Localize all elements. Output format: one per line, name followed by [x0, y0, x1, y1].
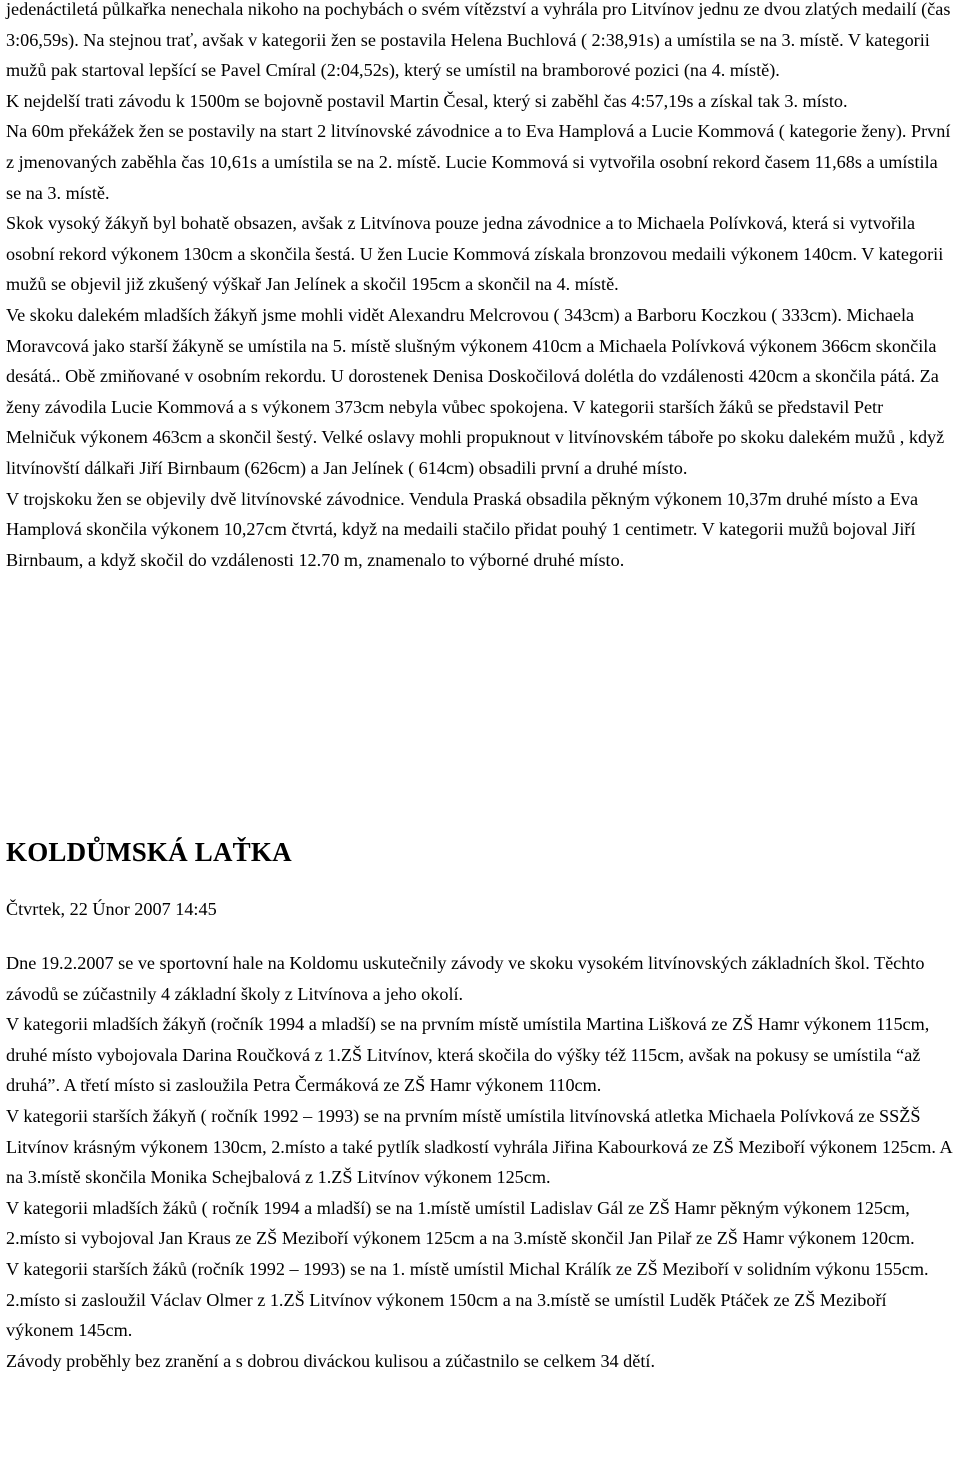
article-body	[6, 948, 956, 1376]
article-continuation	[6, 0, 956, 575]
article-paragraph: V kategorii mladších žákyň (ročník 1994 a mladší) se na prvním místě umístila Martina Lišková ze ZŠ Hamr výkonem 115cm, druhé místo vybojovala Darina Roučková z 1.ZŠ Litvínov, která skočila do výšky též 115cm, avšak na pokusy se umístila “až druhá”. A třetí místo si zasloužila Petra Čermáková ze ZŠ Hamr výkonem 110cm.	[6, 1014, 934, 1096]
article-paragraph: V kategorii mladších žáků ( ročník 1994 a mladší) se na 1.místě umístil Ladislav Gál ze ZŠ Hamr pěkným výkonem 125cm, 2.místo si vybojoval Jan Kraus ze ZŠ Meziboří výkonem 125cm a na 3.místě skončil Jan Pilař ze ZŠ Hamr výkonem 120cm.	[6, 1197, 915, 1249]
article-paragraph: V kategorii starších žákyň ( ročník 1992 – 1993) se na prvním místě umístila litvínovská atletka Michaela Polívková ze SSŽŠ Litvínov krásným výkonem 130cm, 2.místo a také pytlík sladkostí vyhrála Jiřina Kabourková ze ZŠ Meziboří výkonem 125cm. A na 3.místě skončila Monika Schejbalová z 1.ZŠ Litvínov výkonem 125cm.	[6, 1105, 957, 1188]
article-paragraph: V kategorii starších žáků (ročník 1992 – 1993) se na 1. místě umístil Michal Králík ze ZŠ Meziboří v solidním výkonu 155cm. 2.místo si zasloužil Václav Olmer z 1.ZŠ Litvínov výkonem 150cm a na 3.místě se umístil Luděk Ptáček ze ZŠ Meziboří výkonem 145cm.	[6, 1258, 934, 1341]
article-paragraph: jedenáctiletá půlkařka nenechala nikoho na pochybách o svém vítězství a vyhrála pro Litvínov jednu ze dvou zlatých medailí (čas 3:06,59s). Na stejnou trať, avšak v kategorii žen se postavila Helena Buchlová ( 2:38,91s) a umístila se na 3. místě. V kategorii mužů pak startoval lepšící se Pavel Cmíral (2:04,52s), který se umístil na bramborové pozici (na 4. místě).	[6, 0, 955, 81]
article-paragraph: K nejdelší trati závodu k 1500m se bojovně postavil Martin Česal, který si zaběhl čas 4:57,19s a získal tak 3. místo.	[6, 90, 848, 111]
article-paragraph: V trojskoku žen se objevily dvě litvínovské závodnice. Vendula Praská obsadila pěkným výkonem 10,37m druhé místo a Eva Hamplová skončila výkonem 10,27cm čtvrtá, když na medaili stačilo přidat pouhý 1 centimetr. V kategorii mužů bojoval Jiří Birnbaum, a když skočil do vzdálenosti 12.70 m, znamenalo to výborné druhé místo.	[6, 488, 923, 570]
article-paragraph: Závody proběhly bez zranění a s dobrou diváckou kulisou a zúčastnilo se celkem 34 dětí.	[6, 1350, 655, 1371]
article-koldumska-latka	[6, 836, 956, 1376]
article-paragraph: Skok vysoký žákyň byl bohatě obsazen, avšak z Litvínova pouze jedna závodnice a to Michaela Polívková, která si vytvořila osobní rekord výkonem 130cm a skončila šestá. U žen Lucie Kommová získala bronzovou medaili výkonem 140cm. V kategorii mužů se objevil již zkušený výškař Jan Jelínek a skočil 195cm a skončil na 4. místě.	[6, 213, 948, 295]
article-paragraph: Dne 19.2.2007 se ve sportovní hale na Koldomu uskutečnily závody ve skoku vysokém litvínovských základních škol. Těchto závodů se zúčastnily 4 základní školy z Litvínova a jeho okolí.	[6, 953, 930, 1004]
article-paragraph: Ve skoku dalekém mladších žákyň jsme mohli vidět Alexandru Melcrovou ( 343cm) a Barboru Koczkou ( 333cm). Michaela Moravcová jako starší žákyně se umístila na 5. místě slušným výkonem 410cm a Michaela Polívková výkonem 366cm skončila desátá.. Obě zmiňované v osobním rekordu. U dorostenek Denisa Doskočilová dolétla do vzdálenosti 420cm a skončila pátá. Za ženy závodila Lucie Kommová a s výkonem 373cm nebyla vůbec spokojena. V kategorii starších žáků se představil Petr Melničuk výkonem 463cm a skončil šestý. Velké oslavy mohli propuknout v litvínovském táboře po skoku dalekém mužů , když litvínovští dálkaři Jiří Birnbaum (626cm) a Jan Jelínek ( 614cm) obsadili první a druhé místo.	[6, 304, 949, 478]
article-date: Čtvrtek, 22 Únor 2007 14:45	[6, 899, 217, 919]
article-title: KOLDŮMSKÁ LAŤKA	[6, 837, 292, 867]
article-paragraph: Na 60m překážek žen se postavily na start 2 litvínovské závodnice a to Eva Hamplová a Lucie Kommová ( kategorie ženy). První z jmenovaných zaběhla čas 10,61s a umístila se na 2. místě. Lucie Kommová si vytvořila osobní rekord časem 11,68s a umístila se na 3. místě.	[6, 121, 955, 203]
